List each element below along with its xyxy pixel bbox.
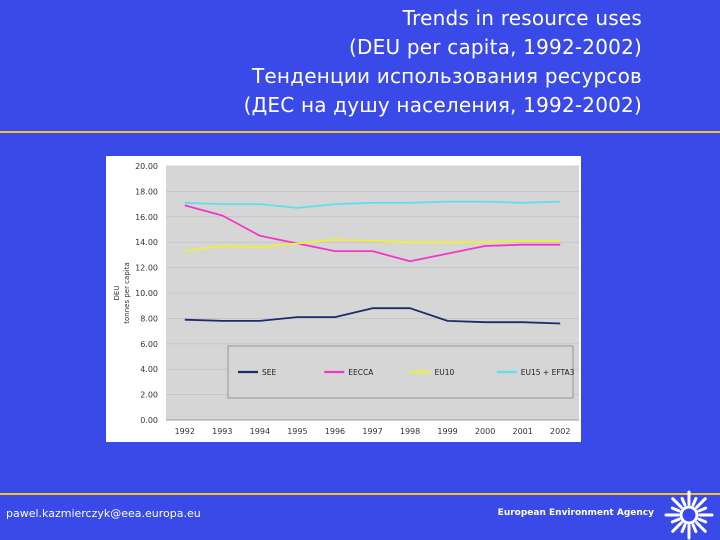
y-tick-label: 18.00	[135, 187, 158, 197]
x-tick-label: 1995	[287, 427, 308, 436]
logo-ray	[699, 508, 705, 511]
logo-ray	[672, 508, 678, 511]
y-tick-label: 12.00	[135, 263, 158, 273]
chart-panel	[106, 156, 581, 442]
logo-ray	[693, 498, 696, 504]
title-line-1: Trends in resource uses	[402, 6, 642, 30]
x-tick-label: 1998	[399, 427, 421, 436]
logo-ray	[697, 523, 705, 531]
eea-sun-logo-icon	[664, 490, 714, 540]
x-tick-label: 1992	[174, 427, 195, 436]
footer-agency-name: European Environment Agency	[497, 508, 654, 518]
logo-ray	[673, 499, 681, 507]
logo-ray	[682, 525, 685, 531]
x-tick-label: 1993	[212, 427, 233, 436]
y-tick-label: 8.00	[140, 314, 158, 324]
y-tick-label: 14.00	[135, 238, 158, 248]
title-line-2: (DEU per capita, 1992-2002)	[349, 35, 642, 59]
legend-label: EU15 + EFTA3	[520, 368, 575, 377]
logo-ray	[682, 498, 685, 504]
x-tick-label: 2001	[512, 427, 533, 436]
x-tick-label: 1996	[324, 427, 346, 436]
logo-ray	[699, 519, 705, 522]
y-axis-label: DEU	[113, 285, 121, 301]
title-line-4: (ДЕС на душу населения, 1992-2002)	[243, 93, 642, 117]
line-chart	[106, 156, 581, 442]
logo-ray	[672, 519, 678, 522]
y-tick-label: 4.00	[140, 365, 158, 375]
bottom-divider	[0, 493, 720, 495]
y-tick-label: 10.00	[135, 289, 158, 298]
title-line-3: Тенденции использования ресурсов	[252, 64, 642, 88]
x-tick-label: 2000	[474, 427, 496, 436]
x-tick-label: 1999	[437, 427, 458, 436]
legend-label: EECCA	[348, 368, 374, 377]
x-tick-label: 1994	[249, 427, 271, 436]
slide-title	[244, 4, 642, 120]
top-divider	[0, 131, 720, 133]
logo-ray	[673, 523, 681, 531]
x-tick-label: 2002	[550, 427, 571, 436]
legend-label: SEE	[262, 368, 277, 377]
x-tick-label: 1997	[362, 427, 383, 436]
y-axis-unit-label: tonnes per capita	[123, 262, 131, 324]
footer-email[interactable]: pawel.kazmierczyk@eea.europa.eu	[6, 507, 201, 520]
y-tick-label: 20.00	[135, 162, 158, 171]
legend-label: EU10	[434, 368, 455, 377]
y-tick-label: 6.00	[140, 339, 158, 349]
y-tick-label: 16.00	[135, 212, 158, 222]
logo-ray	[693, 525, 696, 531]
logo-core	[681, 507, 697, 523]
y-tick-label: 0.00	[140, 416, 158, 425]
y-tick-label: 2.00	[140, 390, 158, 400]
logo-ray	[697, 499, 705, 507]
